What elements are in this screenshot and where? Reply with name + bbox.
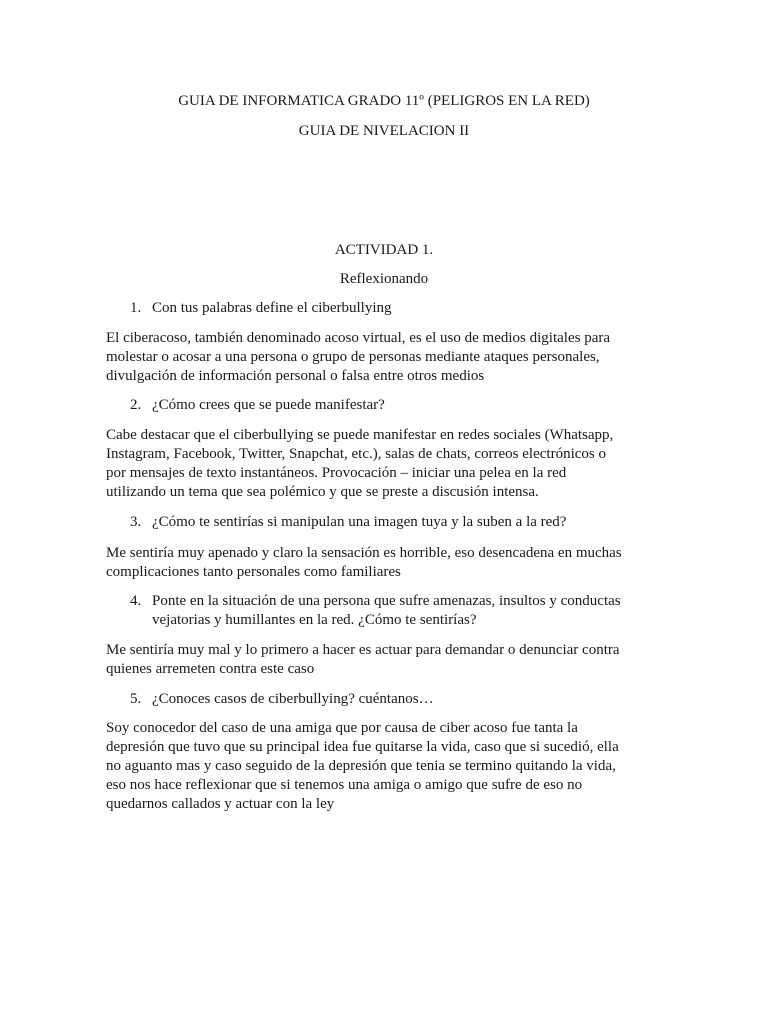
answer-3 <box>106 544 626 582</box>
question-text: ¿Cómo crees que se puede manifestar? <box>152 397 385 413</box>
question-5 <box>130 690 434 709</box>
question-text: ¿Cómo te sentirías si manipulan una imagen tuya y la suben a la red? <box>152 514 567 530</box>
question-2 <box>130 396 385 415</box>
question-number: 4. <box>130 593 142 609</box>
question-text-line-2: vejatorias y humillantes en la red. ¿Cómo te sentirías? <box>152 612 477 628</box>
question-text-line-1: Ponte en la situación de una persona que sufre amenazas, insultos y conductas <box>152 593 621 609</box>
question-text: ¿Conoces casos de ciberbullying? cuéntanos… <box>152 691 434 707</box>
answer-text: Cabe destacar que el ciberbullying se puede manifestar en redes sociales (Whatsapp, Instagram, Facebook, Twitter, Snapchat, etc.), salas de chats, correos electrónicos o por mensajes de texto instantáneos. Provocación – iniciar una pelea en la red utilizando un tema que sea polémico y que se preste a discusión intensa. <box>106 427 614 500</box>
activity-subheading: Reflexionando <box>339 271 429 287</box>
answer-2 <box>106 426 626 502</box>
answer-text: Me sentiría muy apenado y claro la sensación es horrible, eso desencadena en muchas complicaciones tanto personales como familiares <box>106 545 622 580</box>
question-number: 1. <box>130 300 142 316</box>
answer-text: Soy conocedor del caso de una amiga que por causa de ciber acoso fue tanta la depresión que tuvo que su principal idea fue quitarse la vida, caso que si sucedió, ella no aguanto mas y caso seguido de la depresión que tenia se termino quitando la vida, eso nos hace reflexionar que si tenemos una amiga o amigo que sufre de eso no quedarnos callados y actuar con la ley <box>106 720 619 812</box>
answer-5 <box>106 719 626 814</box>
activity-heading: ACTIVIDAD 1. <box>334 242 434 258</box>
answer-1 <box>106 329 626 386</box>
question-3 <box>130 513 566 532</box>
answer-4 <box>106 641 626 679</box>
question-text: Con tus palabras define el ciberbullying <box>152 300 392 316</box>
answer-text: El ciberacoso, también denominado acoso virtual, es el uso de medios digitales para molestar o acosar a una persona o grupo de personas mediante ataques personales, divulgación de información personal o falsa entre otros medios <box>106 330 611 384</box>
question-4 <box>130 592 650 630</box>
question-1 <box>130 299 392 318</box>
document-subtitle: GUIA DE NIVELACION II <box>298 123 470 139</box>
question-number: 3. <box>130 514 142 530</box>
question-number: 2. <box>130 397 142 413</box>
answer-text: Me sentiría muy mal y lo primero a hacer es actuar para demandar o denunciar contra quienes arremeten contra este caso <box>106 642 620 677</box>
question-number: 5. <box>130 691 142 707</box>
document-title: GUIA DE INFORMATICA GRADO 11º (PELIGROS EN LA RED) <box>178 93 590 109</box>
